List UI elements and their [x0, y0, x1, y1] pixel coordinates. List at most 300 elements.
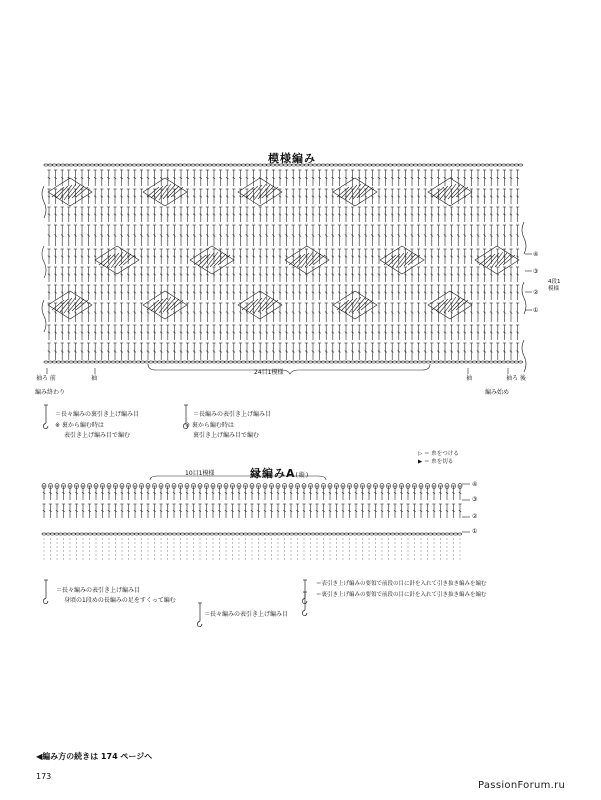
- border-chain: [84, 533, 88, 535]
- foundation-chain: [338, 361, 342, 363]
- border-chain: [307, 533, 311, 535]
- foundation-chain: [296, 361, 300, 363]
- chain-row: [262, 164, 266, 166]
- border-chain: [378, 533, 382, 535]
- foundation-chain: [502, 361, 506, 363]
- border-chain: [214, 533, 218, 535]
- foundation-chain: [237, 361, 241, 363]
- border-chain: [231, 533, 235, 535]
- left-bottom-label-2: 編み終わり: [35, 389, 66, 396]
- chain-row: [388, 164, 392, 166]
- chain-row: [422, 164, 426, 166]
- chain-row: [384, 164, 388, 166]
- legend-top-item1-line2: ※ 裏から編む時は: [55, 422, 104, 429]
- border-chain: [323, 533, 327, 535]
- pattern-chart: [42, 164, 532, 374]
- border-chain: [433, 533, 437, 535]
- foundation-chain: [229, 361, 233, 363]
- chain-row: [44, 164, 48, 166]
- chain-row: [57, 164, 61, 166]
- foundation-chain: [519, 361, 523, 363]
- chain-row: [220, 164, 224, 166]
- border-chain: [118, 533, 122, 535]
- foundation-chain: [166, 361, 170, 363]
- border-chain: [181, 533, 185, 535]
- chain-row: [489, 164, 493, 166]
- row-marker-1: ①: [533, 307, 539, 314]
- border-chain: [80, 533, 84, 535]
- foundation-chain: [69, 361, 73, 363]
- foundation-chain: [304, 361, 308, 363]
- chain-row: [317, 164, 321, 166]
- border-chain: [189, 533, 193, 535]
- foundation-chain: [132, 361, 136, 363]
- border-chain: [277, 533, 281, 535]
- chain-row: [246, 164, 250, 166]
- row-marker-3: ③: [533, 268, 539, 275]
- chain-row: [199, 164, 203, 166]
- foundation-chain: [498, 361, 502, 363]
- legend-bottom-item1-line2: 身頃の1段めの長編みの足をすくって編む: [64, 597, 176, 604]
- chain-row: [456, 164, 460, 166]
- border-chart: [42, 476, 470, 562]
- border-chain: [370, 533, 374, 535]
- border-chain: [319, 533, 323, 535]
- chain-row: [451, 164, 455, 166]
- foundation-chain: [174, 361, 178, 363]
- border-title: [250, 465, 309, 481]
- chain-row: [103, 164, 107, 166]
- chain-row: [464, 164, 468, 166]
- legend-top-item2-line3: 裏引き上げ編み目で編む: [193, 432, 260, 439]
- foundation-chain: [292, 361, 296, 363]
- chain-row: [225, 164, 229, 166]
- border-chain: [55, 533, 59, 535]
- foundation-chain: [506, 361, 510, 363]
- border-chain: [302, 533, 306, 535]
- foundation-chain: [82, 361, 86, 363]
- page-number: 173: [36, 772, 52, 781]
- chain-row: [128, 164, 132, 166]
- foundation-chain: [225, 361, 229, 363]
- foundation-chain: [115, 361, 119, 363]
- border-chain: [143, 533, 147, 535]
- foundation-chain: [309, 361, 313, 363]
- border-chain: [424, 533, 428, 535]
- border-chain: [449, 533, 453, 535]
- legend-hook-symbol: [197, 621, 202, 627]
- border-title-note: (縦): [295, 472, 310, 479]
- foundation-chain: [414, 361, 418, 363]
- border-chain: [193, 533, 197, 535]
- foundation-chain: [477, 361, 481, 363]
- chain-row: [124, 164, 128, 166]
- foundation-chain: [241, 361, 245, 363]
- continuation-note: ◀編み方の続きは 174 ページへ: [36, 752, 153, 761]
- border-chain: [428, 533, 432, 535]
- border-chain: [176, 533, 180, 535]
- chain-row: [145, 164, 149, 166]
- border-chain: [269, 533, 273, 535]
- right-bottom-label-1: 袖: [466, 375, 473, 382]
- border-chain: [223, 533, 227, 535]
- chain-row: [380, 164, 384, 166]
- foundation-chain: [204, 361, 208, 363]
- chain-row: [141, 164, 145, 166]
- row-marker-2: ②: [533, 289, 539, 296]
- repeat-bracket: [148, 364, 430, 374]
- foundation-chain: [443, 361, 447, 363]
- border-row-marker-1: ①: [472, 528, 478, 535]
- foundation-chain: [510, 361, 514, 363]
- chain-row: [342, 164, 346, 166]
- legend-hook-symbol: [43, 423, 48, 429]
- chain-row: [409, 164, 413, 166]
- border-chain: [46, 533, 50, 535]
- turning-chain: [42, 186, 46, 218]
- foundation-chain: [262, 361, 266, 363]
- foundation-chain: [61, 361, 65, 363]
- foundation-chain: [363, 361, 367, 363]
- turning-chain: [42, 246, 46, 278]
- border-chain: [63, 533, 67, 535]
- chain-row: [435, 164, 439, 166]
- chain-row: [493, 164, 497, 166]
- foundation-chain: [170, 361, 174, 363]
- chain-row: [107, 164, 111, 166]
- foundation-chain: [267, 361, 271, 363]
- foundation-chain: [141, 361, 145, 363]
- foundation-chain: [313, 361, 317, 363]
- border-row-marker-3: ③: [472, 496, 478, 503]
- chain-row: [468, 164, 472, 166]
- mid-left-label: 袖: [91, 375, 98, 382]
- chain-row: [69, 164, 73, 166]
- foundation-chain: [342, 361, 346, 363]
- chain-row: [178, 164, 182, 166]
- border-chain: [210, 533, 214, 535]
- legend-top-item2-line1: ＝長編みの表引き上げ編み目: [193, 411, 272, 418]
- chain-row: [237, 164, 241, 166]
- foundation-chain: [73, 361, 77, 363]
- foundation-chain: [149, 361, 153, 363]
- chain-row: [233, 164, 237, 166]
- chain-row: [170, 164, 174, 166]
- foundation-chain: [199, 361, 203, 363]
- border-chain: [218, 533, 222, 535]
- chain-row: [330, 164, 334, 166]
- foundation-chain: [493, 361, 497, 363]
- chain-row: [321, 164, 325, 166]
- border-chain: [399, 533, 403, 535]
- chain-row: [334, 164, 338, 166]
- chain-row: [48, 164, 52, 166]
- border-chain: [294, 533, 298, 535]
- border-chain: [97, 533, 101, 535]
- border-chain: [311, 533, 315, 535]
- foundation-chain: [384, 361, 388, 363]
- foundation-chain: [94, 361, 98, 363]
- border-chain: [412, 533, 416, 535]
- legend-top-item1-line3: 表引き上げ編み目で編む: [64, 432, 131, 439]
- foundation-chain: [376, 361, 380, 363]
- chain-row: [65, 164, 69, 166]
- chain-row: [472, 164, 476, 166]
- chain-row: [204, 164, 208, 166]
- pattern-title: 模様編み: [268, 152, 316, 165]
- left-bottom-label-1: 袖ろ 前: [36, 375, 56, 382]
- border-chain: [265, 533, 269, 535]
- foundation-chain: [325, 361, 329, 363]
- foundation-chain: [208, 361, 212, 363]
- chain-row: [401, 164, 405, 166]
- foundation-chain: [128, 361, 132, 363]
- chain-row: [460, 164, 464, 166]
- chain-row: [73, 164, 77, 166]
- chain-row: [376, 164, 380, 166]
- foundation-chain: [65, 361, 69, 363]
- foundation-chain: [157, 361, 161, 363]
- chain-row: [258, 164, 262, 166]
- border-chain: [454, 533, 458, 535]
- border-chain: [71, 533, 75, 535]
- border-chain: [172, 533, 176, 535]
- border-chain: [92, 533, 96, 535]
- foundation-chain: [162, 361, 166, 363]
- chain-row: [99, 164, 103, 166]
- border-chain: [227, 533, 231, 535]
- foundation-chain: [372, 361, 376, 363]
- border-chain: [353, 533, 357, 535]
- chain-row: [241, 164, 245, 166]
- border-chain: [244, 533, 248, 535]
- border-chain: [126, 533, 130, 535]
- border-chain: [185, 533, 189, 535]
- foundation-chain: [283, 361, 287, 363]
- border-chain: [235, 533, 239, 535]
- foundation-chain: [300, 361, 304, 363]
- right-bottom-label-2: 袖ろ 後: [506, 375, 526, 382]
- foundation-chain: [246, 361, 250, 363]
- chain-row: [166, 164, 170, 166]
- foundation-chain: [481, 361, 485, 363]
- chain-row: [229, 164, 233, 166]
- legend-top-item2-line2: ※ 裏から編む時は: [185, 422, 234, 429]
- border-chain: [202, 533, 206, 535]
- turning-chain: [522, 282, 526, 314]
- border-chain: [88, 533, 92, 535]
- chain-row: [502, 164, 506, 166]
- border-chain: [382, 533, 386, 535]
- pattern-repeat-label: 24目1模様: [254, 369, 284, 376]
- border-chain: [420, 533, 424, 535]
- border-chain: [151, 533, 155, 535]
- border-chain: [42, 533, 46, 535]
- chain-row: [430, 164, 434, 166]
- foundation-chain: [397, 361, 401, 363]
- border-chain: [328, 533, 332, 535]
- border-chain: [374, 533, 378, 535]
- legend-hook-symbol: [302, 610, 307, 616]
- chain-row: [481, 164, 485, 166]
- border-chain: [391, 533, 395, 535]
- border-chain: [437, 533, 441, 535]
- chain-row: [393, 164, 397, 166]
- border-chain: [122, 533, 126, 535]
- chain-row: [506, 164, 510, 166]
- border-chain: [315, 533, 319, 535]
- foundation-chain: [145, 361, 149, 363]
- foundation-chain: [52, 361, 56, 363]
- foundation-chain: [405, 361, 409, 363]
- foundation-chain: [271, 361, 275, 363]
- foundation-chain: [401, 361, 405, 363]
- border-title-text: 縁編みA: [250, 467, 296, 480]
- foundation-chain: [254, 361, 258, 363]
- chain-row: [363, 164, 367, 166]
- foundation-chain: [468, 361, 472, 363]
- foundation-chain: [44, 361, 48, 363]
- chain-row: [367, 164, 371, 166]
- foundation-chain: [195, 361, 199, 363]
- foundation-chain: [187, 361, 191, 363]
- border-chain: [365, 533, 369, 535]
- foundation-chain: [451, 361, 455, 363]
- chain-row: [162, 164, 166, 166]
- border-chain: [256, 533, 260, 535]
- foundation-chain: [48, 361, 52, 363]
- foundation-chain: [90, 361, 94, 363]
- chain-row: [195, 164, 199, 166]
- border-chain: [168, 533, 172, 535]
- chain-row: [359, 164, 363, 166]
- foundation-chain: [380, 361, 384, 363]
- foundation-chain: [317, 361, 321, 363]
- border-chain: [260, 533, 264, 535]
- chain-row: [338, 164, 342, 166]
- foundation-chain: [216, 361, 220, 363]
- chain-row: [397, 164, 401, 166]
- chain-row: [120, 164, 124, 166]
- foundation-chain: [393, 361, 397, 363]
- foundation-chain: [103, 361, 107, 363]
- turning-chain: [522, 222, 526, 254]
- foundation-chain: [422, 361, 426, 363]
- chain-row: [61, 164, 65, 166]
- foundation-chain: [409, 361, 413, 363]
- border-chain: [206, 533, 210, 535]
- chain-row: [174, 164, 178, 166]
- border-chain: [445, 533, 449, 535]
- chain-row: [216, 164, 220, 166]
- legend-top-item1-line1: ＝長々編みの裏引き上げ編み目: [55, 411, 140, 418]
- border-chain: [252, 533, 256, 535]
- chain-row: [212, 164, 216, 166]
- foundation-chain: [430, 361, 434, 363]
- chain-row: [426, 164, 430, 166]
- border-chain: [281, 533, 285, 535]
- border-chain: [105, 533, 109, 535]
- row-repeat-note: 4段1模様: [548, 279, 561, 292]
- chain-row: [250, 164, 254, 166]
- foundation-chain: [334, 361, 338, 363]
- foundation-chain: [191, 361, 195, 363]
- chain-row: [254, 164, 258, 166]
- foundation-chain: [107, 361, 111, 363]
- chain-row: [439, 164, 443, 166]
- border-chain: [101, 533, 105, 535]
- foundation-chain: [460, 361, 464, 363]
- border-chain: [76, 533, 80, 535]
- foundation-chain: [99, 361, 103, 363]
- chain-row: [149, 164, 153, 166]
- foundation-chain: [321, 361, 325, 363]
- foundation-chain: [388, 361, 392, 363]
- chain-row: [514, 164, 518, 166]
- foundation-chain: [275, 361, 279, 363]
- foundation-chain: [183, 361, 187, 363]
- chain-row: [157, 164, 161, 166]
- chain-row: [208, 164, 212, 166]
- border-chain: [134, 533, 138, 535]
- border-chain: [361, 533, 365, 535]
- foundation-chain: [485, 361, 489, 363]
- foundation-chain: [57, 361, 61, 363]
- arrow-legend-line1: ▷ ＝ 糸をつける: [418, 451, 459, 457]
- chain-row: [405, 164, 409, 166]
- chain-row: [325, 164, 329, 166]
- chain-row: [351, 164, 355, 166]
- chain-row: [136, 164, 140, 166]
- foundation-chain: [153, 361, 157, 363]
- chain-row: [519, 164, 523, 166]
- chain-row: [477, 164, 481, 166]
- border-chain: [298, 533, 302, 535]
- foundation-chain: [359, 361, 363, 363]
- border-chain: [160, 533, 164, 535]
- border-chain: [147, 533, 151, 535]
- border-chain: [332, 533, 336, 535]
- foundation-chain: [78, 361, 82, 363]
- border-chain: [113, 533, 117, 535]
- foundation-chain: [355, 361, 359, 363]
- border-chain: [458, 533, 462, 535]
- chain-row: [187, 164, 191, 166]
- border-chain: [290, 533, 294, 535]
- chain-row: [485, 164, 489, 166]
- chain-row: [498, 164, 502, 166]
- foundation-chain: [367, 361, 371, 363]
- chain-row: [90, 164, 94, 166]
- foundation-chain: [489, 361, 493, 363]
- chain-row: [414, 164, 418, 166]
- foundation-chain: [233, 361, 237, 363]
- foundation-chain: [351, 361, 355, 363]
- chain-row: [355, 164, 359, 166]
- chain-row: [346, 164, 350, 166]
- chain-row: [111, 164, 115, 166]
- foundation-chain: [220, 361, 224, 363]
- chain-row: [78, 164, 82, 166]
- chain-row: [153, 164, 157, 166]
- chain-row: [372, 164, 376, 166]
- border-chain: [197, 533, 201, 535]
- foundation-chain: [464, 361, 468, 363]
- chain-row: [447, 164, 451, 166]
- chain-row: [52, 164, 56, 166]
- turning-chain: [522, 340, 526, 372]
- legend-hook-symbol: [43, 598, 48, 604]
